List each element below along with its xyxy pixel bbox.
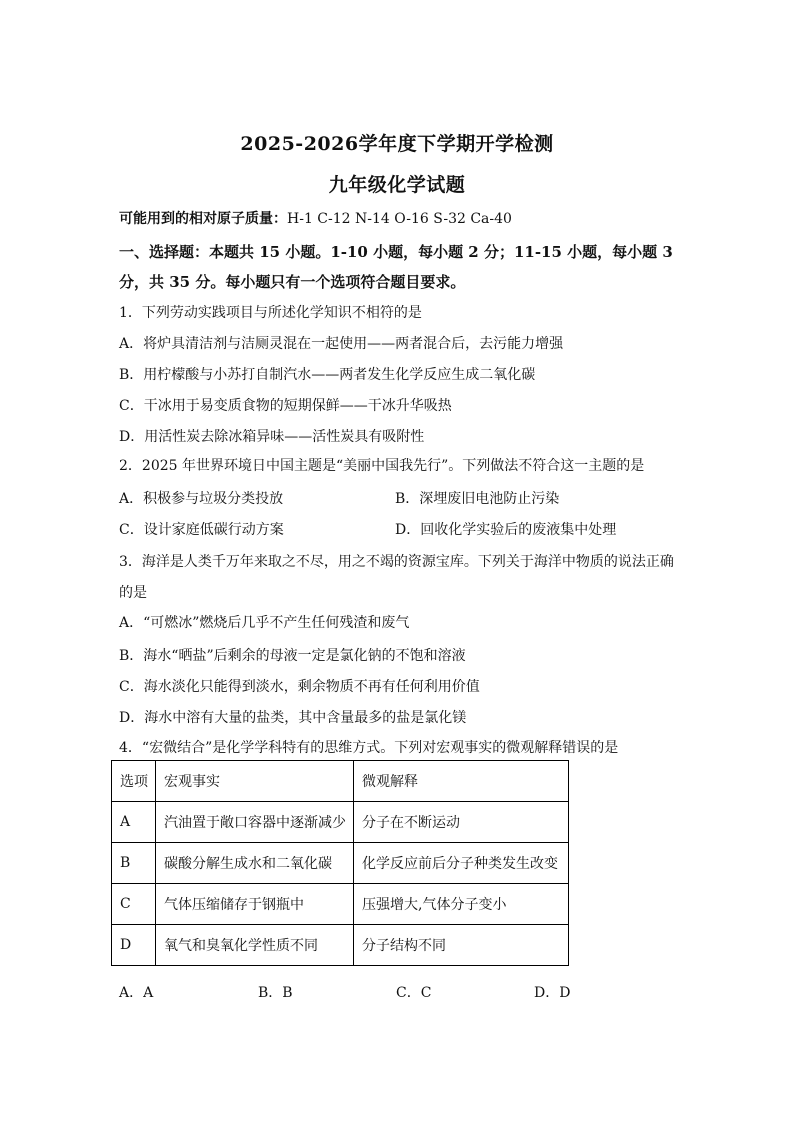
atomic-mass-label: 可能用到的相对原子质量： — [119, 211, 287, 227]
q3-option-a: A．“可燃冰”燃烧后几乎不产生任何残渣和废气 — [119, 615, 410, 631]
q3-option-c: C．海水淡化只能得到淡水，剩余物质不再有任何利用价值 — [119, 679, 480, 695]
q4-option-d: D．D — [534, 985, 571, 1001]
exam-subtitle: 九年级化学试题 — [328, 174, 466, 196]
q3-stem-line1: 3．海洋是人类千万年来取之不尽，用之不竭的资源宝库。下列关于海洋中物质的说法正确 — [119, 554, 674, 570]
atomic-mass-values: H-1 C-12 N-14 O-16 S-32 Ca-40 — [287, 211, 512, 227]
table-cell: B — [112, 843, 156, 884]
q2-option-c: C．设计家庭低碳行动方案 — [119, 522, 284, 538]
table-header-cell: 微观解释 — [354, 761, 569, 802]
q3-option-b: B．海水“晒盐”后剩余的母液一定是氯化钠的不饱和溶液 — [119, 648, 466, 664]
table-cell: 分子结构不同 — [354, 925, 569, 966]
q1-option-c: C．干冰用于易变质食物的短期保鲜——干冰升华吸热 — [119, 398, 452, 414]
table-header-cell: 宏观事实 — [156, 761, 354, 802]
atomic-mass-line — [119, 208, 512, 228]
table-header-row — [112, 761, 569, 802]
table-cell: A — [112, 802, 156, 843]
table-cell: 化学反应前后分子种类发生改变 — [354, 843, 569, 884]
q4-table — [111, 760, 569, 966]
table-cell: 气体压缩储存于钢瓶中 — [156, 884, 354, 925]
table-cell: 分子在不断运动 — [354, 802, 569, 843]
q1-option-b: B．用柠檬酸与小苏打自制汽水——两者发生化学反应生成二氧化碳 — [119, 367, 536, 383]
q3-stem-line2: 的是 — [119, 585, 147, 601]
q4-option-c: C．C — [396, 985, 432, 1001]
table-header-cell: 选项 — [112, 761, 156, 802]
table-cell: C — [112, 884, 156, 925]
q1-option-d: D．用活性炭去除冰箱异味——活性炭具有吸附性 — [119, 429, 425, 445]
q4-option-b: B．B — [258, 985, 293, 1001]
q4-stem: 4．“宏微结合”是化学学科特有的思维方式。下列对宏观事实的微观解释错误的是 — [119, 740, 619, 756]
q2-option-b: B．深埋废旧电池防止污染 — [395, 491, 560, 507]
table-row — [112, 843, 569, 884]
table-row — [112, 802, 569, 843]
q1-stem: 1．下列劳动实践项目与所述化学知识不相符的是 — [119, 305, 422, 321]
table-cell: D — [112, 925, 156, 966]
q1-option-a: A．将炉具清洁剂与洁厕灵混在一起使用——两者混合后，去污能力增强 — [119, 336, 564, 352]
table-cell: 压强增大,气体分子变小 — [354, 884, 569, 925]
q3-option-d: D．海水中溶有大量的盐类，其中含量最多的盐是氯化镁 — [119, 710, 467, 726]
q2-option-d: D．回收化学实验后的废液集中处理 — [395, 522, 617, 538]
section-heading-line1: 一、选择题：本题共 15 小题。1-10 小题，每小题 2 分；11-15 小题，每小题 3 — [119, 243, 673, 261]
q4-option-a: A．A — [119, 985, 154, 1001]
table-cell: 汽油置于敞口容器中逐渐减少 — [156, 802, 354, 843]
table-row — [112, 925, 569, 966]
table-cell: 氧气和臭氧化学性质不同 — [156, 925, 354, 966]
q2-option-a: A．积极参与垃圾分类投放 — [119, 491, 284, 507]
section-heading-line2: 分，共 35 分。每小题只有一个选项符合题目要求。 — [119, 273, 466, 291]
table-row — [112, 884, 569, 925]
q2-stem: 2．2025 年世界环境日中国主题是“美丽中国我先行”。下列做法不符合这一主题的是 — [119, 458, 645, 474]
table-cell: 碳酸分解生成水和二氧化碳 — [156, 843, 354, 884]
exam-title: 2025-2026学年度下学期开学检测 — [240, 133, 554, 155]
